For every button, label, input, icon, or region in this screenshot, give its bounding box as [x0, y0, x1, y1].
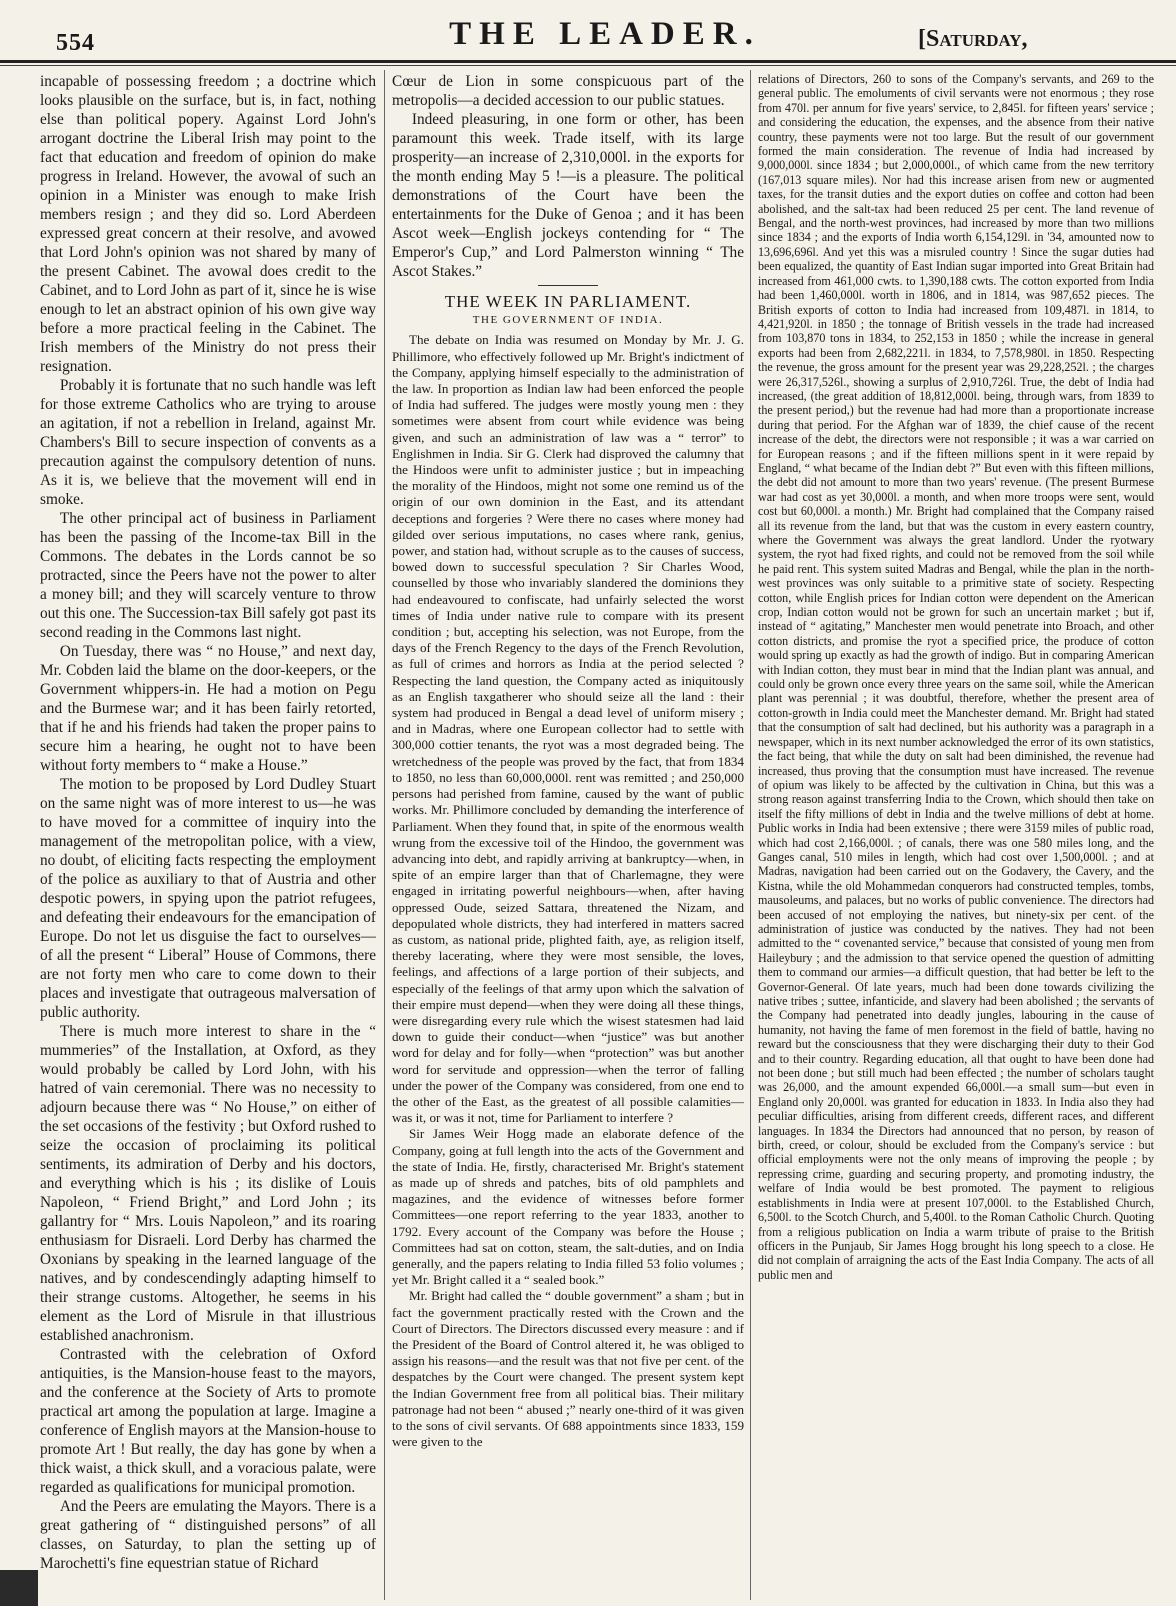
- column-middle: [392, 72, 744, 1598]
- newspaper-title: THE LEADER.: [449, 16, 761, 52]
- paragraph: Probably it is fortunate that no such handle was left for those extreme Catholics who are trying to arouse an agitation, if not a rebellion in Ireland, against Mr. Chambers's Bill to secure inspection of convents as a precaution against the compulsory detention of nuns. As it is, we believe that the movement will end in smoke.: [40, 377, 376, 508]
- paragraph: relations of Directors, 260 to sons of the Company's servants, and 269 to the general public. The emoluments of civil servants were not enormous ; they rose from 470l. per annum for five years' service, to 2,845l. for fifteen years' service ; and considering the education, the expenses, and the absence from their native country, these payments were not too large. But the result of our government formed the main consideration. The revenue of India had increased by 9,000,000l. since 1834 ; but 2,000,000l., of which came from the new territory (167,013 square miles). Nor had this increase arisen from new or augmented taxes, for the transit duties and the export duties on coffee and cotton had been abolished, and the salt-tax had been reduced 25 per cent. The land revenue of Bengal, and the north-west provinces, had increased by more than two millions since 1834 ; and the exports of India worth 6,154,129l. in '34, amounted now to 13,696,696l. And yet this was a misruled country ! Since the sugar duties had been equalized, the quantity of East Indian sugar imported into Great Britain had increased from 461,000 cwts. to 1,390,188 cwts. The cotton exported from India had been 1,460,000l. worth in 1806, and in 1814, was 987,652 pieces. The British exports of cotton to India had increased from 109,487l. in 1814, to 4,421,920l. in 1850 ; the tonnage of British vessels in the trade had increased from 103,870 tons in 1834, to 252,153 in 1850 ; while the increase in general exports had been from 2,682,221l. in 1834, to 7,578,980l. in 1850. Respecting the revenue, the gross amount for the present year was 29,228,252l. ; the charges were 26,317,526l., showing a surplus of 2,910,726l. True, the debt of India had increased, (the great addition of 18,812,000l. being, through wars, from 1839 to the present period,) but the revenue had had more than a proportionate increase during that period. For the Afghan war of 1839, the chief cause of the recent increase of the debt, the directors were not responsible ; it was a war carried on for European reasons ; and if the fifteen millions spent in it were repaid by England, “ what became of the Indian debt ?” But even with this fifteen millions, the debt did not amount to more than two years' revenue. (The present Burmese war had cost as yet 30,000l. a month, and when more troops were sent, would cost but 60,000l. a month.) Mr. Bright had complained that the Company raised all its revenue from the land, but that was the custom in every eastern country, where the Government was always the great landlord. Under the ryotwary system, the ryot had fixed rights, and could not be removed from the soil while he paid rent. This system suited Madras and Bengal, while the plan in the north-west provinces was only suitable to a primitive state of society. Respecting cotton, while English prices for Indian cotton were dependent on the American crop, Indian cotton would not be grown for such an uncertain market ; but if, instead of “ agitating,” Manchester men would penetrate into Broach, and other cotton districts, and promise the ryot a specified price, the produce of cotton would spring up exactly as had the growth of indigo. But in comparing American with Indian cotton, they must bear in mind that the Indian plant was annual, and could only be grown once every three years on the same soil, while the American plant was perennial ; it was doubtful, therefore, whether the present area of cotton-growth in India could meet the Manchester demand. Mr. Bright had stated that the consumption of salt had declined, but his authority was a paragraph in a newspaper, which in its next number acknowledged the error of its own statistics, the fact being, that while the duty on salt had been diminished, the revenue had increased, thus proving that the consumption must have increased. The revenue of opium was likely to be affected by the cultivation in China, but this was a strong reason against transferring India to the Crown, which should then take on itself the fifty millions of debt in India and the twelve millions of debt at home. Public works in India had been extensive ; there were 3159 miles of public road, which had cost 2,166,000l. ; of canals, there was one 580 miles long, and the Ganges canal, 510 miles in length, which had cost over 1,500,000l. ; and at Madras, navigation had been carried out on the Godavery, the Cavery, and the Kistna, while the old Mohammedan conquerors had constructed temples, tombs, mausoleums, and palaces, but no works of public convenience. The directors had been accused of not employing the natives, but ninety-six per cent. of the administration of justice was conducted by the natives. They had not been admitted to the “ covenanted service,” because that consisted of young men from Haileybury ; and the admission to that service opened the question of admitting them to command our armies—a difficult question, that had better be left to the Governor-General. Of late years, much had been done towards civilizing the native tribes ; suttee, infanticide, and slavery had been abolished ; the servants of the Company had penetrated into deadly jungles, labouring in the cause of humanity, not having the fame of men foremost in the field of battle, having no reward but the consciousness that they were discharging their duty to their God and to their country. Regarding education, all that ought to have been done had not been done ; but still much had been effected ; the number of scholars taught was 26,000, and the amount expended 66,000l.—a small sum—but even in England only 20,000l. was granted for education in 1833. In India also they had peculiar difficulties, arising from different creeds, different races, and different languages. In 1834 the Directors had announced that no person, by reason of birth, creed, or colour, should be excluded from the Company's service : but official employments were not the only means of improving the people ; by repressing crime, guarding and securing property, and promoting industry, the welfare of India would be best promoted. The payment to religious establishments in India were at present 107,000l. to the Established Church, 6,500l. to the Scotch Church, and 5,400l. to the Roman Catholic Church. Quoting from a religious publication on India a warm tribute of praise to the British officers in the Punjaub, Sir James Hogg brought his long speech to a close. He did not complain of arraigning the acts of the East India Company. The acts of all public men and: [758, 72, 1154, 1282]
- paragraph: Sir James Weir Hogg made an elaborate defence of the Company, going at full length into the acts of the Government and the state of India. He, firstly, characterised Mr. Bright's statement as made up of shreds and patches, bits of old pamphlets and magazines, and the evidence of witnesses before former Committees—one report referring to the year 1833, another to 1792. Every account of the Company was before the House ; Committees had sat on cotton, steam, the salt-duties, and on India generally, and the papers relating to India filled 53 folio volumes ; yet Mr. Bright called it a “ sealed book.”: [392, 1126, 744, 1288]
- section-subtitle: THE GOVERNMENT OF INDIA.: [472, 314, 664, 327]
- paragraph: The other principal act of business in Parliament has been the passing of the Income-tax Bill in the Commons. The debates in the Lords cannot be so protracted, since the Peers have not the power to alter a money bill; and they will scarcely venture to throw out this one. The Succession-tax Bill safely got past its second reading in the Commons last night.: [40, 510, 376, 641]
- paragraph: And the Peers are emulating the Mayors. There is a great gathering of “ distinguished persons” of all classes, on Saturday, to plan the setting up of Marochetti's fine equestrian statue of Richard: [40, 1498, 376, 1572]
- paragraph: Indeed pleasuring, in one form or other, has been paramount this week. Trade itself, with its large prosperity—an increase of 2,310,000l. in the exports for the month ending May 5 !—is a pleasure. The political demonstrations of the Court have been the entertainments for the Duke of Genoa ; and it has been Ascot week—English jockeys contending for “ The Emperor's Cup,” and Lord Palmerston winning “ The Ascot Stakes.”: [392, 111, 744, 280]
- masthead-rule: [0, 60, 1176, 63]
- column-divider: [384, 70, 385, 1600]
- issue-day: [Saturday,: [918, 26, 1028, 52]
- section-rule: [538, 285, 598, 286]
- paragraph: There is much more interest to share in the “ mummeries” of the Installation, at Oxford, as they would probably be called by Lord John, with his hatred of vain ceremonial. There was no necessity to adjourn because there was “ No House,” on either of the set occasions of the festivity ; but Oxford rushed to seize the occasion of proclaiming its political sentiments, its admiration of Derby and his doctors, and everything which is his ; its dislike of Louis Napoleon, “ Friend Bright,” and Lord John ; its gallantry for “ Mrs. Louis Napoleon,” and its roaring enthusiasm for Disraeli. Lord Derby has charmed the Oxonians by speaking in the learned language of the natives, and by condescendingly adapting himself to their strange customs. Altogether, he seems in his element as the Lord of Misrule in that illustrious established anachronism.: [40, 1023, 376, 1344]
- torn-corner-mark: [0, 1570, 38, 1606]
- paragraph: incapable of possessing freedom ; a doctrine which looks plausible on the surface, but is, in fact, nothing else than political popery. Against Lord John's arrogant doctrine the Liberal Irish may point to the fact that education and freedom of opinion do make progress in Ireland. However, the avowal of such an opinion in a Minister was enough to make Irish members resign ; and they did so. Lord Aberdeen expressed great concern at their resolve, and avowed that Lord John's opinion was not shared by many of the present Cabinet. The avowal does credit to the Cabinet, and to Lord John as part of it, since he is wise enough to let an abstract opinion of his own give way before a more practical feeling in the Cabinet. The Irish members of the Ministry do not press their resignation.: [40, 73, 376, 375]
- paragraph: On Tuesday, there was “ no House,” and next day, Mr. Cobden laid the blame on the door-keepers, or the Government whippers-in. He had a motion on Pegu and the Burmese war; and it has been fairly retorted, that if he and his friends had taken the proper pains to secure him a hearing, he ought not to have been without forty members to “ make a House.”: [40, 643, 376, 774]
- paragraph: Contrasted with the celebration of Oxford antiquities, is the Mansion-house feast to the mayors, and the conference at the Society of Arts to promote practical art among the population at large. Imagine a conference of English mayors at the Mansion-house to promote Art ! But really, the day has gone by when a thick waist, a thick skull, and a voracious palate, were regarded as qualifications for municipal promotion.: [40, 1346, 376, 1496]
- masthead: [0, 0, 1176, 64]
- column-left: [40, 72, 376, 1598]
- page-number: 554: [56, 30, 95, 56]
- column-divider: [750, 70, 751, 1600]
- masthead-rule-thin: [0, 65, 1176, 66]
- paragraph: The debate on India was resumed on Monday by Mr. J. G. Phillimore, who effectively followed up Mr. Bright's indictment of the Company, applying himself especially to the administration of the law. In proportion as Indian law had been enforced the people of India had suffered. The judges were mostly young men : they sometimes were absent from court while evidence was being given, and such an administration of law was a “ terror” to Englishmen in India. Sir G. Clerk had disproved the calumny that the Hindoos were unfit to administer justice ; but in impeaching the morality of the Hindoos, might not some one remind us of the origin of our own dominion in the East, and its attendant deceptions and forgeries ? Were there no cases where money had gilded over serious imputations, no cases where rank, genius, power, and station had, without scruple as to the causes of success, bowed down to successful speculation ? Sir Charles Wood, counselled by those who invariably slandered the dominions they had endeavoured to confiscate, had unfairly selected the worst times of India under native rule to compare with its present condition ; but, accepting his selection, was not Europe, from the days of the French Regency to the days of the French Revolution, as full of crimes and horrors as India at the period selected ? Respecting the land question, the Company acted as iniquitously as an English taxgatherer who should seize all the land : their system had produced in Bengal a dead level of uniform misery ; and in Madras, where one European collector had to settle with 300,000 cottier tenants, the ryot was a most degraded being. The wretchedness of the people was proved by the fact, that from 1834 to 1850, no less than 60,000,000l. rent was remitted ; and 250,000 persons had perished from famine, caused by the want of public works. Mr. Phillimore concluded by demanding the interference of Parliament. When they found that, in spite of the enormous wealth wrung from the excessive toil of the Hindoo, the government was advancing into debt, and rapidly arriving at bankruptcy—when, in spite of an empire larger than that of Charlemagne, they were engaged in irritating powerful neighbours—when, after having oppressed Oude, seized Sattara, threatened the Nizam, and depopulated whole districts, they had interfered in matters sacred as custom, as national pride, plighted faith, aye, as religion itself, thereby lacerating, where they were most sensible, the loves, feelings, and affections of a large portion of their subjects, and especially of the feelings of that army upon which the salvation of their empire must depend—when they were doing all these things, were disregarding every rule which the wisest statesmen had laid down to guide their conduct—when “justice” was but another word for delay and for folly—when “protection” was but another word for servitude and oppression—when the terror of falling under the power of the Company was considered, from one end to the other of the East, as the greatest of all possible calamities—was it, or was it not, time for Parliament to interfere ?: [392, 332, 744, 1126]
- paragraph: Cœur de Lion in some conspicuous part of the metropolis—a decided accession to our public statues.: [392, 73, 744, 109]
- paragraph: The motion to be proposed by Lord Dudley Stuart on the same night was of more interest to us—he was to have moved for a committee of inquiry into the management of the metropolitan police, with a view, no doubt, of eliciting facts respecting the employment of the police as auxiliary to that of Austria and other despotic powers, in spying upon the patriot refugees, and defeating their endeavours for the emancipation of Europe. Do not let us disguise the fact to ourselves—of all the present “ Liberal” House of Commons, there are not forty men who care to come down to their places and investigate that outrageous malversation of public authority.: [40, 776, 376, 1021]
- paragraph: Mr. Bright had called the “ double government” a sham ; but in fact the government practically rested with the Crown and the Court of Directors. The Directors discussed every measure : and if the President of the Board of Control altered it, he was obliged to assign his reasons—and the result was that not five per cent. of the despatches by the Court were changed. The present system kept the Indian Government free from all political bias. Their military patronage had not been “ abused ;” nearly one-third of it was given to the sons of civil servants. Of 688 appointments since 1833, 159 were given to the: [392, 1288, 744, 1450]
- column-right: [758, 72, 1154, 1598]
- section-title: THE WEEK IN PARLIAMENT.: [444, 292, 692, 311]
